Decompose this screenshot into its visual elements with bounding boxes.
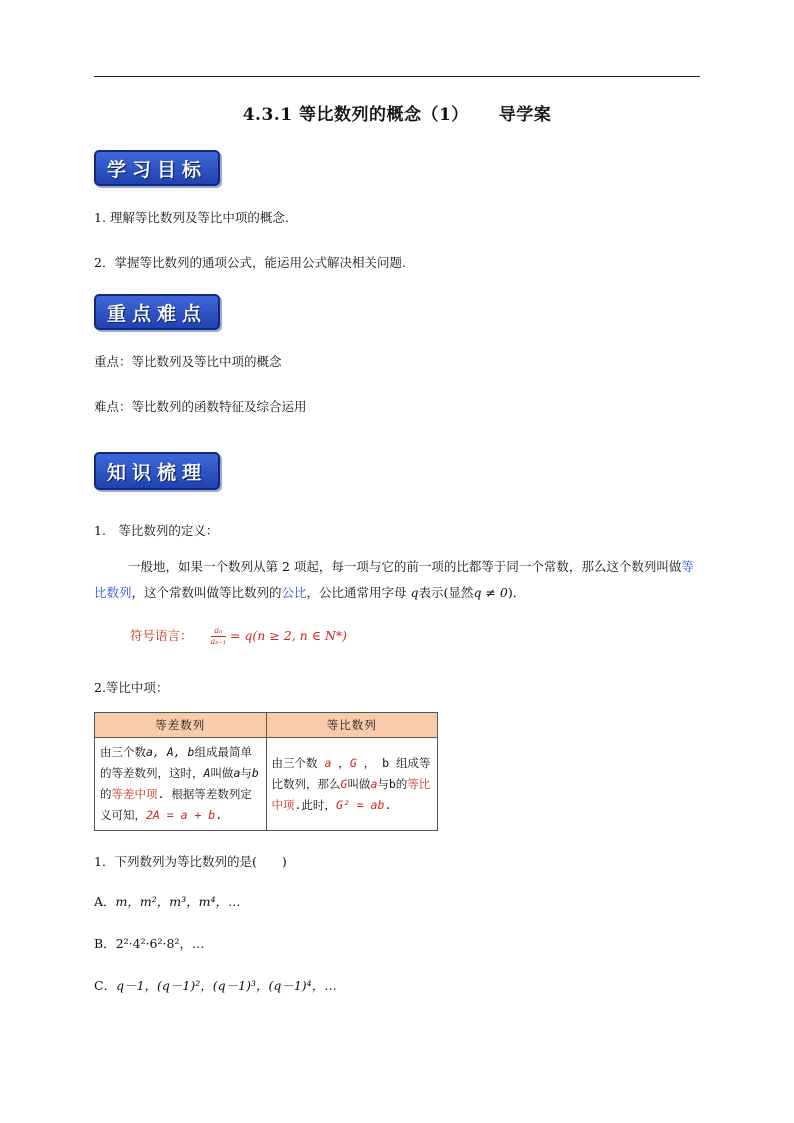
cell-var: a, A, b bbox=[146, 745, 195, 759]
symbol-language bbox=[130, 626, 347, 647]
option-text: m，m²，m³，m⁴，… bbox=[115, 894, 241, 909]
option-b bbox=[94, 934, 204, 952]
arithmetic-formula: 2A = a + b bbox=[146, 808, 216, 822]
cell-text: 与 bbox=[240, 766, 252, 780]
option-label: B． bbox=[94, 936, 116, 951]
symbol-formula: = q(n ≥ 2, n ∈ N*) bbox=[229, 628, 347, 643]
cell-var: A bbox=[203, 766, 211, 780]
cell-var: G bbox=[349, 755, 357, 770]
cell-var: G bbox=[340, 776, 348, 791]
geometric-cell bbox=[266, 738, 438, 831]
term-geometric-mean: 等比中项 bbox=[271, 776, 431, 812]
section-badge-key: 重点难点 bbox=[94, 294, 220, 330]
option-label: A． bbox=[94, 894, 116, 909]
cell-text: 由三个数 bbox=[271, 755, 325, 770]
focus-point: 重点：等比数列及等比中项的概念 bbox=[94, 354, 282, 369]
fraction-numerator: aₙ bbox=[211, 626, 226, 637]
header-arithmetic: 等差数列 bbox=[95, 713, 267, 738]
cell-text: ， b 组成等比数列，那么 bbox=[271, 755, 431, 791]
middle-term-heading: 2.等比中项： bbox=[94, 680, 169, 695]
cell-text: . 根据等差数列定义可知， bbox=[100, 787, 252, 822]
cell-text: 组成最简单的等差数列，这时， bbox=[100, 745, 252, 780]
option-label: C． bbox=[94, 978, 117, 993]
cell-text: 与b的 bbox=[377, 776, 408, 791]
table-row bbox=[95, 738, 438, 831]
arithmetic-cell bbox=[95, 738, 267, 831]
header-geometric: 等比数列 bbox=[266, 713, 438, 738]
section-badge-goals: 学习目标 bbox=[94, 150, 220, 186]
title-suffix: 导学案 bbox=[498, 105, 552, 125]
goal-item-1: 1. 理解等比数列及等比中项的概念. bbox=[94, 210, 289, 225]
cell-var: a bbox=[324, 755, 332, 770]
symbol-q: q bbox=[410, 585, 419, 600]
geometric-formula: G² = ab bbox=[335, 797, 385, 812]
term-common-ratio: 公比 bbox=[281, 585, 307, 600]
cell-text: . bbox=[215, 808, 223, 822]
page-title bbox=[0, 100, 794, 125]
question-stem: 1．下列数列为等比数列的是( ) bbox=[94, 854, 287, 869]
definition-heading: 1. 等比数列的定义： bbox=[94, 523, 219, 538]
ratio-condition: q ≠ 0 bbox=[473, 585, 508, 600]
option-text: 2²·4²·6²·8²，… bbox=[115, 936, 205, 951]
definition-text: )． bbox=[507, 585, 526, 600]
symbol-label: 符号语言： bbox=[130, 628, 193, 643]
definition-paragraph bbox=[94, 554, 700, 606]
cell-var: a bbox=[233, 766, 241, 780]
option-text: q－1，(q－1)²，(q－1)³，(q－1)⁴，… bbox=[116, 978, 337, 993]
term-arithmetic-mean: 等差中项 bbox=[111, 787, 158, 801]
cell-text: 的 bbox=[100, 787, 112, 801]
ratio-fraction bbox=[211, 626, 226, 647]
goal-item-2: 2．掌握等比数列的通项公式，能运用公式解决相关问题. bbox=[94, 255, 406, 270]
cell-var: b bbox=[251, 766, 259, 780]
cell-text: . bbox=[384, 797, 392, 812]
cell-text: 由三个数 bbox=[100, 745, 146, 759]
cell-text: ， bbox=[331, 755, 350, 770]
option-a bbox=[94, 892, 240, 910]
title-main: 4.3.1 等比数列的概念（1） bbox=[242, 105, 469, 125]
cell-text: .此时， bbox=[294, 797, 336, 812]
table-header-row bbox=[95, 713, 438, 738]
definition-text: ，这个常数叫做等比数列的 bbox=[131, 585, 282, 600]
difficulty-point: 难点：等比数列的函数特征及综合运用 bbox=[94, 399, 307, 414]
cell-var: a bbox=[370, 776, 378, 791]
option-c bbox=[94, 976, 337, 994]
definition-text: 表示(显然 bbox=[418, 585, 474, 600]
comparison-table bbox=[94, 712, 438, 831]
cell-text: 叫做 bbox=[347, 776, 371, 791]
cell-text: 叫做 bbox=[210, 766, 234, 780]
fraction-denominator: aₙ₋₁ bbox=[210, 637, 226, 646]
section-badge-knowledge: 知识梳理 bbox=[94, 452, 220, 490]
term-geometric-sequence: 等比数列 bbox=[94, 559, 694, 600]
definition-text: ，公比通常用字母 bbox=[306, 585, 411, 600]
header-rule bbox=[94, 76, 700, 77]
definition-text: 一般地，如果一个数列从第 2 项起，每一项与它的前一项的比都等于同一个常数，那么这个数列叫做 bbox=[128, 559, 682, 574]
